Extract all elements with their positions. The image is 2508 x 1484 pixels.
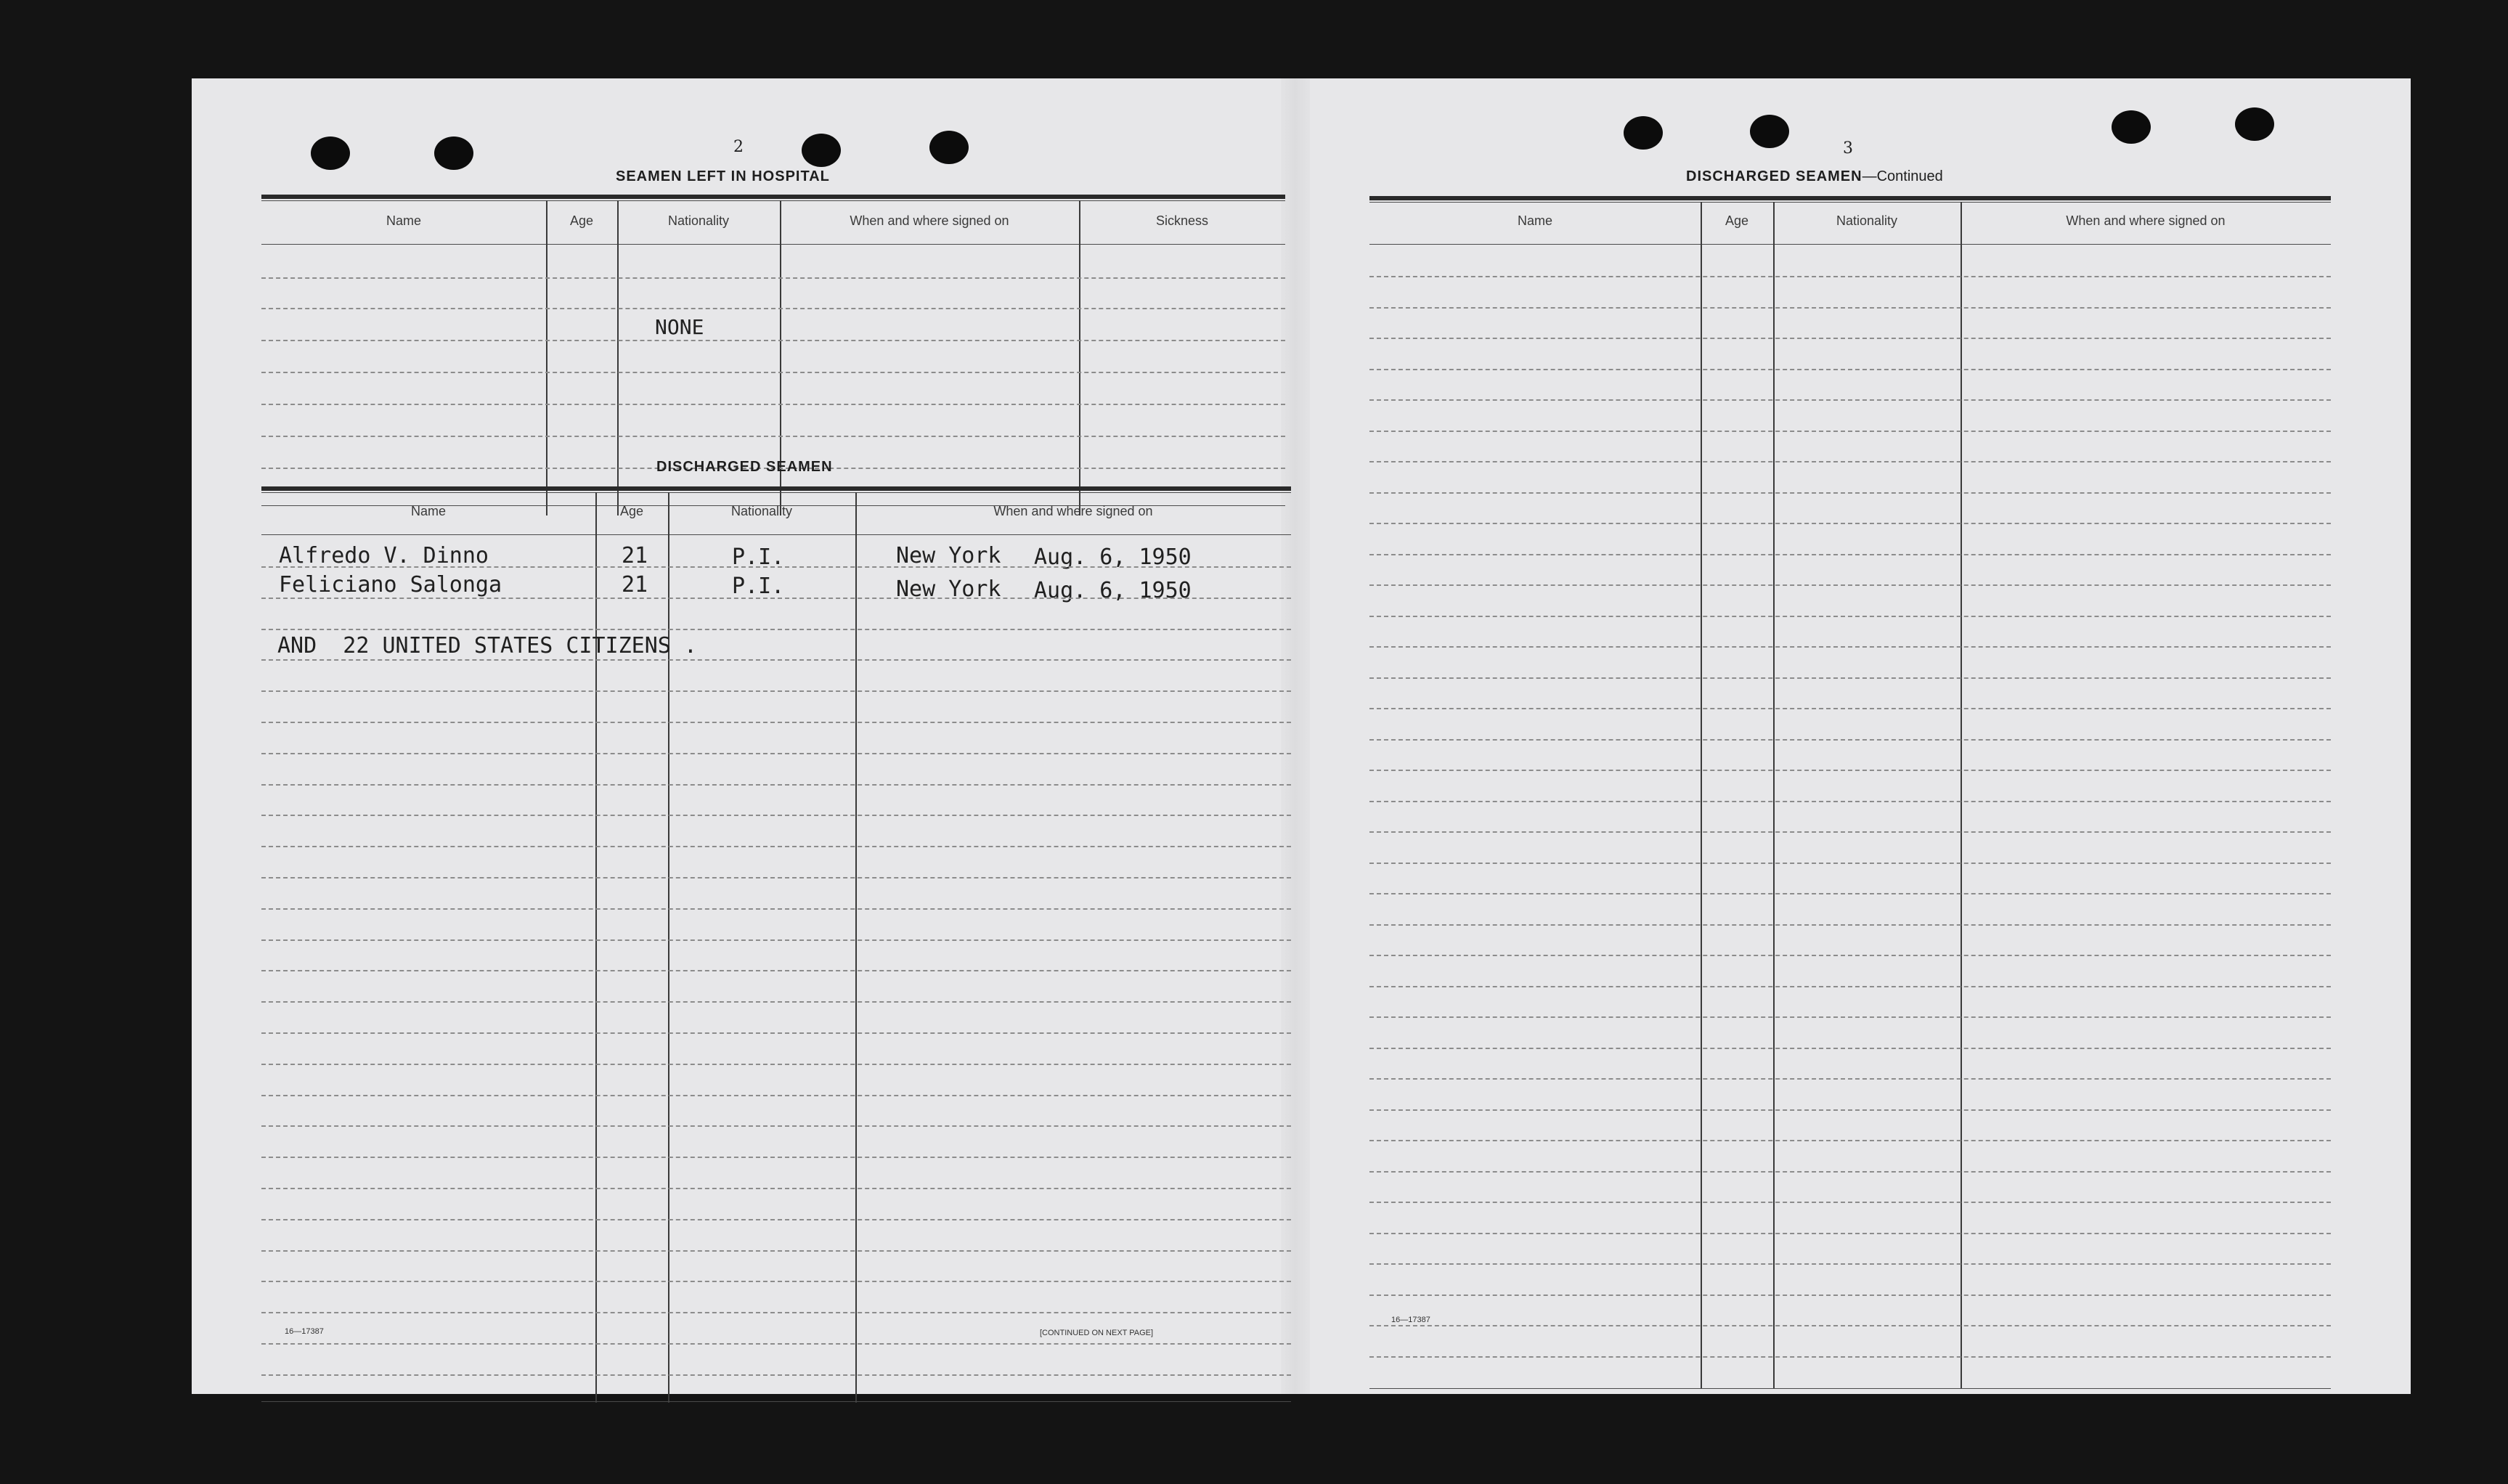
- row-rule: [1369, 1109, 2331, 1111]
- row-rule: [1369, 338, 2331, 339]
- punch-hole: [1750, 115, 1789, 148]
- row-rule: [1369, 554, 2331, 555]
- hospital-col-age: Age: [569, 213, 594, 228]
- row-rule: [1369, 739, 2331, 741]
- row-rule: [1369, 461, 2331, 462]
- row-rule: [1369, 1356, 2331, 1358]
- punch-hole: [802, 134, 841, 167]
- row-rule: [261, 404, 1285, 405]
- discharged-continued-title: [1686, 168, 1943, 185]
- punch-hole: [311, 136, 350, 170]
- row-rule: [1369, 801, 2331, 802]
- row-rule: [261, 1281, 1291, 1282]
- row-rule: [261, 939, 1291, 941]
- row-rule: [1369, 523, 2331, 524]
- row-rule: [261, 659, 1291, 661]
- row-rule: [261, 690, 1291, 692]
- header-rule: [1369, 244, 2331, 245]
- continued-note: [CONTINUED ON NEXT PAGE]: [1040, 1329, 1154, 1337]
- row-rule: [1369, 1325, 2331, 1326]
- row-rule: [261, 846, 1291, 847]
- discharged-col-nationality: Nationality: [730, 504, 793, 518]
- row-rule: [1369, 1078, 2331, 1080]
- row-rule: [1369, 616, 2331, 617]
- manifest-sheet: [192, 78, 2411, 1394]
- row-rule: [261, 566, 1291, 568]
- row-rule: [261, 1219, 1291, 1220]
- row-rule: [1369, 399, 2331, 401]
- column-divider: [1961, 202, 1962, 1388]
- signed-on-date: Aug. 6, 1950: [1034, 545, 1192, 570]
- row-rule: [1369, 1295, 2331, 1296]
- row-rule: [261, 1312, 1291, 1313]
- page-number: 2: [733, 138, 744, 156]
- row-rule: [1369, 369, 2331, 370]
- row-rule: [261, 277, 1285, 279]
- row-rule: [1369, 431, 2331, 432]
- page-gutter: [1281, 78, 1310, 1394]
- punch-hole: [929, 131, 969, 164]
- row-rule: [261, 436, 1285, 437]
- row-rule: [261, 598, 1291, 599]
- row-rule: [1369, 1202, 2331, 1203]
- row-rule: [1369, 955, 2331, 956]
- hospital-entry: NONE: [655, 315, 704, 339]
- row-rule: [261, 1343, 1291, 1345]
- row-rule: [261, 1064, 1291, 1065]
- row-rule: [261, 722, 1291, 723]
- table-top-rule: [261, 486, 1291, 491]
- discharged-col-name: Name: [410, 504, 446, 518]
- row-rule: [1369, 584, 2331, 586]
- row-rule: [261, 308, 1285, 309]
- row-rule: [1369, 307, 2331, 309]
- right-col-nationality: Nationality: [1836, 213, 1898, 228]
- table-top-rule: [1369, 202, 2331, 203]
- punch-hole: [434, 136, 473, 170]
- discharged-section-title: DISCHARGED SEAMEN: [656, 459, 833, 475]
- row-rule: [261, 1188, 1291, 1189]
- row-rule: [1369, 986, 2331, 987]
- row-rule: [1369, 276, 2331, 277]
- row-rule: [1369, 492, 2331, 494]
- row-rule: [1369, 1048, 2331, 1049]
- seaman-age: 21: [622, 543, 648, 568]
- row-rule: [261, 1001, 1291, 1003]
- row-rule: [261, 877, 1291, 878]
- row-rule: [1369, 770, 2331, 771]
- signed-on-date: Aug. 6, 1950: [1034, 578, 1192, 603]
- row-rule: [261, 629, 1291, 630]
- row-rule: [261, 1125, 1291, 1127]
- title-text: DISCHARGED SEAMEN: [1686, 168, 1862, 184]
- row-rule: [1369, 1140, 2331, 1141]
- hospital-col-name: Name: [386, 213, 421, 228]
- hospital-section-title: SEAMEN LEFT IN HOSPITAL: [616, 168, 830, 184]
- seaman-nationality: P.I.: [732, 545, 785, 570]
- title-suffix: —Continued: [1862, 168, 1943, 184]
- row-rule: [1369, 1233, 2331, 1234]
- row-rule: [1369, 708, 2331, 709]
- signed-on-place: New York: [896, 576, 1001, 602]
- column-divider: [1701, 202, 1702, 1388]
- seaman-age: 21: [622, 572, 648, 598]
- signed-on-place: New York: [896, 543, 1001, 568]
- right-col-age: Age: [1725, 213, 1749, 228]
- row-rule: [261, 1095, 1291, 1096]
- hospital-col-signed-on: When and where signed on: [850, 213, 1009, 228]
- column-divider: [1773, 202, 1775, 1388]
- punch-hole: [1624, 116, 1663, 150]
- punch-hole: [2112, 110, 2151, 144]
- header-rule: [261, 534, 1291, 535]
- seaman-name: Feliciano Salonga: [279, 572, 502, 598]
- row-rule: [1369, 677, 2331, 679]
- row-rule: [1369, 831, 2331, 833]
- right-col-signed-on: When and where signed on: [2066, 213, 2226, 228]
- row-rule: [261, 815, 1291, 816]
- row-rule: [261, 784, 1291, 786]
- row-rule: [1369, 646, 2331, 648]
- row-rule: [1369, 1263, 2331, 1265]
- row-rule: [261, 908, 1291, 910]
- row-rule: [1369, 863, 2331, 864]
- form-number: 16—17387: [285, 1327, 324, 1336]
- punch-hole: [2235, 107, 2274, 141]
- table-top-rule: [261, 492, 1291, 493]
- row-rule: [261, 1157, 1291, 1158]
- citizens-note: AND 22 UNITED STATES CITIZENS .: [277, 633, 697, 659]
- row-rule: [261, 1374, 1291, 1376]
- form-number: 16—17387: [1391, 1316, 1430, 1324]
- seaman-name: Alfredo V. Dinno: [279, 543, 489, 568]
- row-rule: [261, 753, 1291, 754]
- right-col-name: Name: [1517, 213, 1552, 228]
- row-rule: [1369, 893, 2331, 894]
- table-bottom-rule: [261, 1401, 1291, 1402]
- row-rule: [1369, 924, 2331, 926]
- page-number: 3: [1843, 139, 1853, 158]
- hospital-col-nationality: Nationality: [667, 213, 730, 228]
- row-rule: [261, 970, 1291, 971]
- table-top-rule: [261, 195, 1285, 199]
- row-rule: [261, 372, 1285, 373]
- row-rule: [261, 340, 1285, 341]
- discharged-col-signed-on: When and where signed on: [993, 504, 1153, 518]
- row-rule: [261, 1032, 1291, 1034]
- seaman-nationality: P.I.: [732, 574, 785, 599]
- row-rule: [1369, 1171, 2331, 1173]
- table-top-rule: [261, 200, 1285, 201]
- hospital-col-sickness: Sickness: [1155, 213, 1209, 228]
- discharged-col-age: Age: [619, 504, 644, 518]
- table-bottom-rule: [1369, 1388, 2331, 1389]
- header-rule: [261, 244, 1285, 245]
- table-top-rule: [1369, 196, 2331, 200]
- row-rule: [261, 1250, 1291, 1252]
- row-rule: [1369, 1016, 2331, 1018]
